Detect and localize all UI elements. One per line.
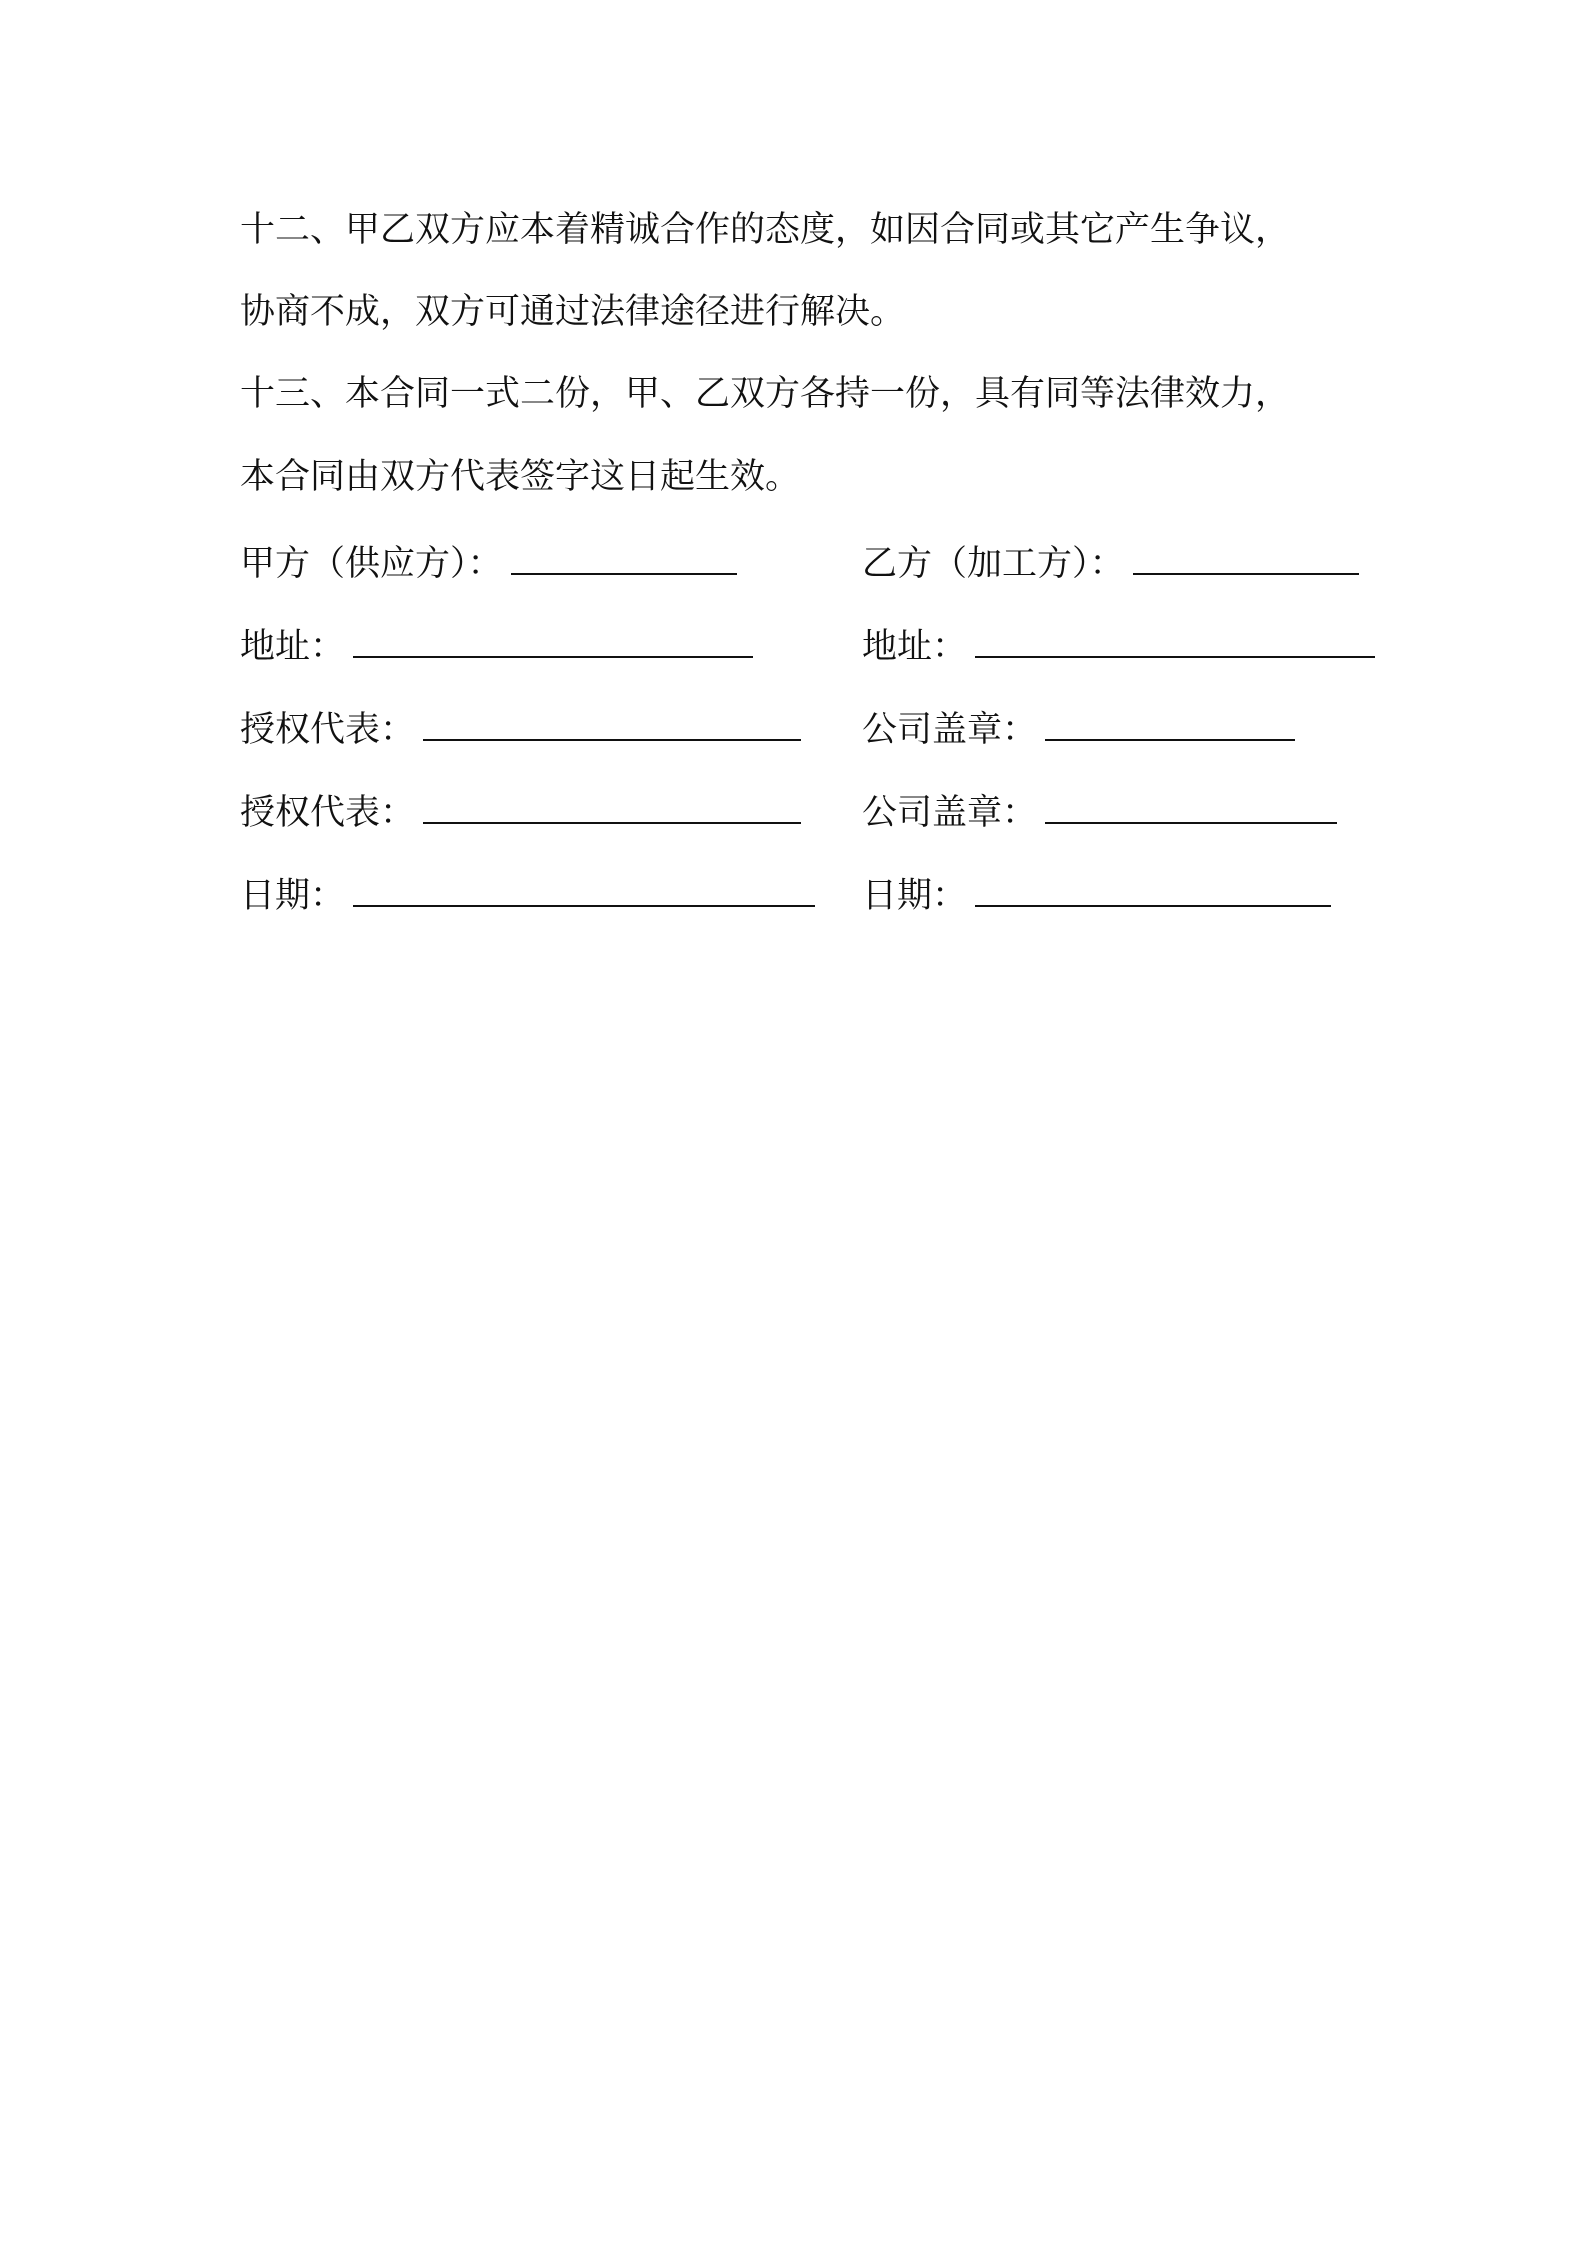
party-a-date-label: 日期：: [240, 876, 346, 916]
party-a-date-field: [240, 871, 815, 918]
party-b-field: [862, 539, 1359, 586]
party-b-seal-blank-2[interactable]: [1045, 788, 1337, 824]
clause-13-line-2: 本合同由双方代表签字这日起生效。: [240, 457, 801, 497]
clause-12-line-1: 十二、甲乙双方应本着精诚合作的态度，如因合同或其它产生争议，: [240, 210, 1291, 250]
party-b-seal-field-1: [862, 705, 1295, 752]
clause-12-line-2: 协商不成，双方可通过法律途径进行解决。: [240, 292, 906, 332]
party-b-date-blank[interactable]: [975, 871, 1331, 907]
party-b-date-field: [862, 871, 1331, 918]
party-a-rep-blank-2[interactable]: [423, 788, 801, 824]
party-b-label: 乙方（加工方）：: [862, 544, 1125, 584]
party-b-seal-blank-1[interactable]: [1045, 705, 1295, 741]
party-a-rep-label-2: 授权代表：: [240, 793, 416, 833]
party-a-rep-field-2: [240, 788, 801, 835]
party-b-address-field: [862, 622, 1375, 669]
party-a-rep-field-1: [240, 705, 801, 752]
party-b-seal-label-2: 公司盖章：: [862, 793, 1038, 833]
party-b-address-label: 地址：: [862, 627, 968, 667]
party-b-address-blank[interactable]: [975, 622, 1375, 658]
party-b-seal-field-2: [862, 788, 1337, 835]
party-b-seal-label-1: 公司盖章：: [862, 710, 1038, 750]
party-a-address-blank[interactable]: [353, 622, 753, 658]
party-a-blank[interactable]: [511, 539, 737, 575]
party-a-address-field: [240, 622, 753, 669]
party-a-address-label: 地址：: [240, 627, 346, 667]
party-a-rep-label-1: 授权代表：: [240, 710, 416, 750]
party-b-blank[interactable]: [1133, 539, 1359, 575]
party-b-date-label: 日期：: [862, 876, 968, 916]
party-a-date-blank[interactable]: [353, 871, 815, 907]
party-a-field: [240, 539, 737, 586]
clause-13-line-1: 十三、本合同一式二份，甲、乙双方各持一份，具有同等法律效力，: [240, 374, 1291, 414]
party-a-rep-blank-1[interactable]: [423, 705, 801, 741]
party-a-label: 甲方（供应方）：: [240, 544, 503, 584]
